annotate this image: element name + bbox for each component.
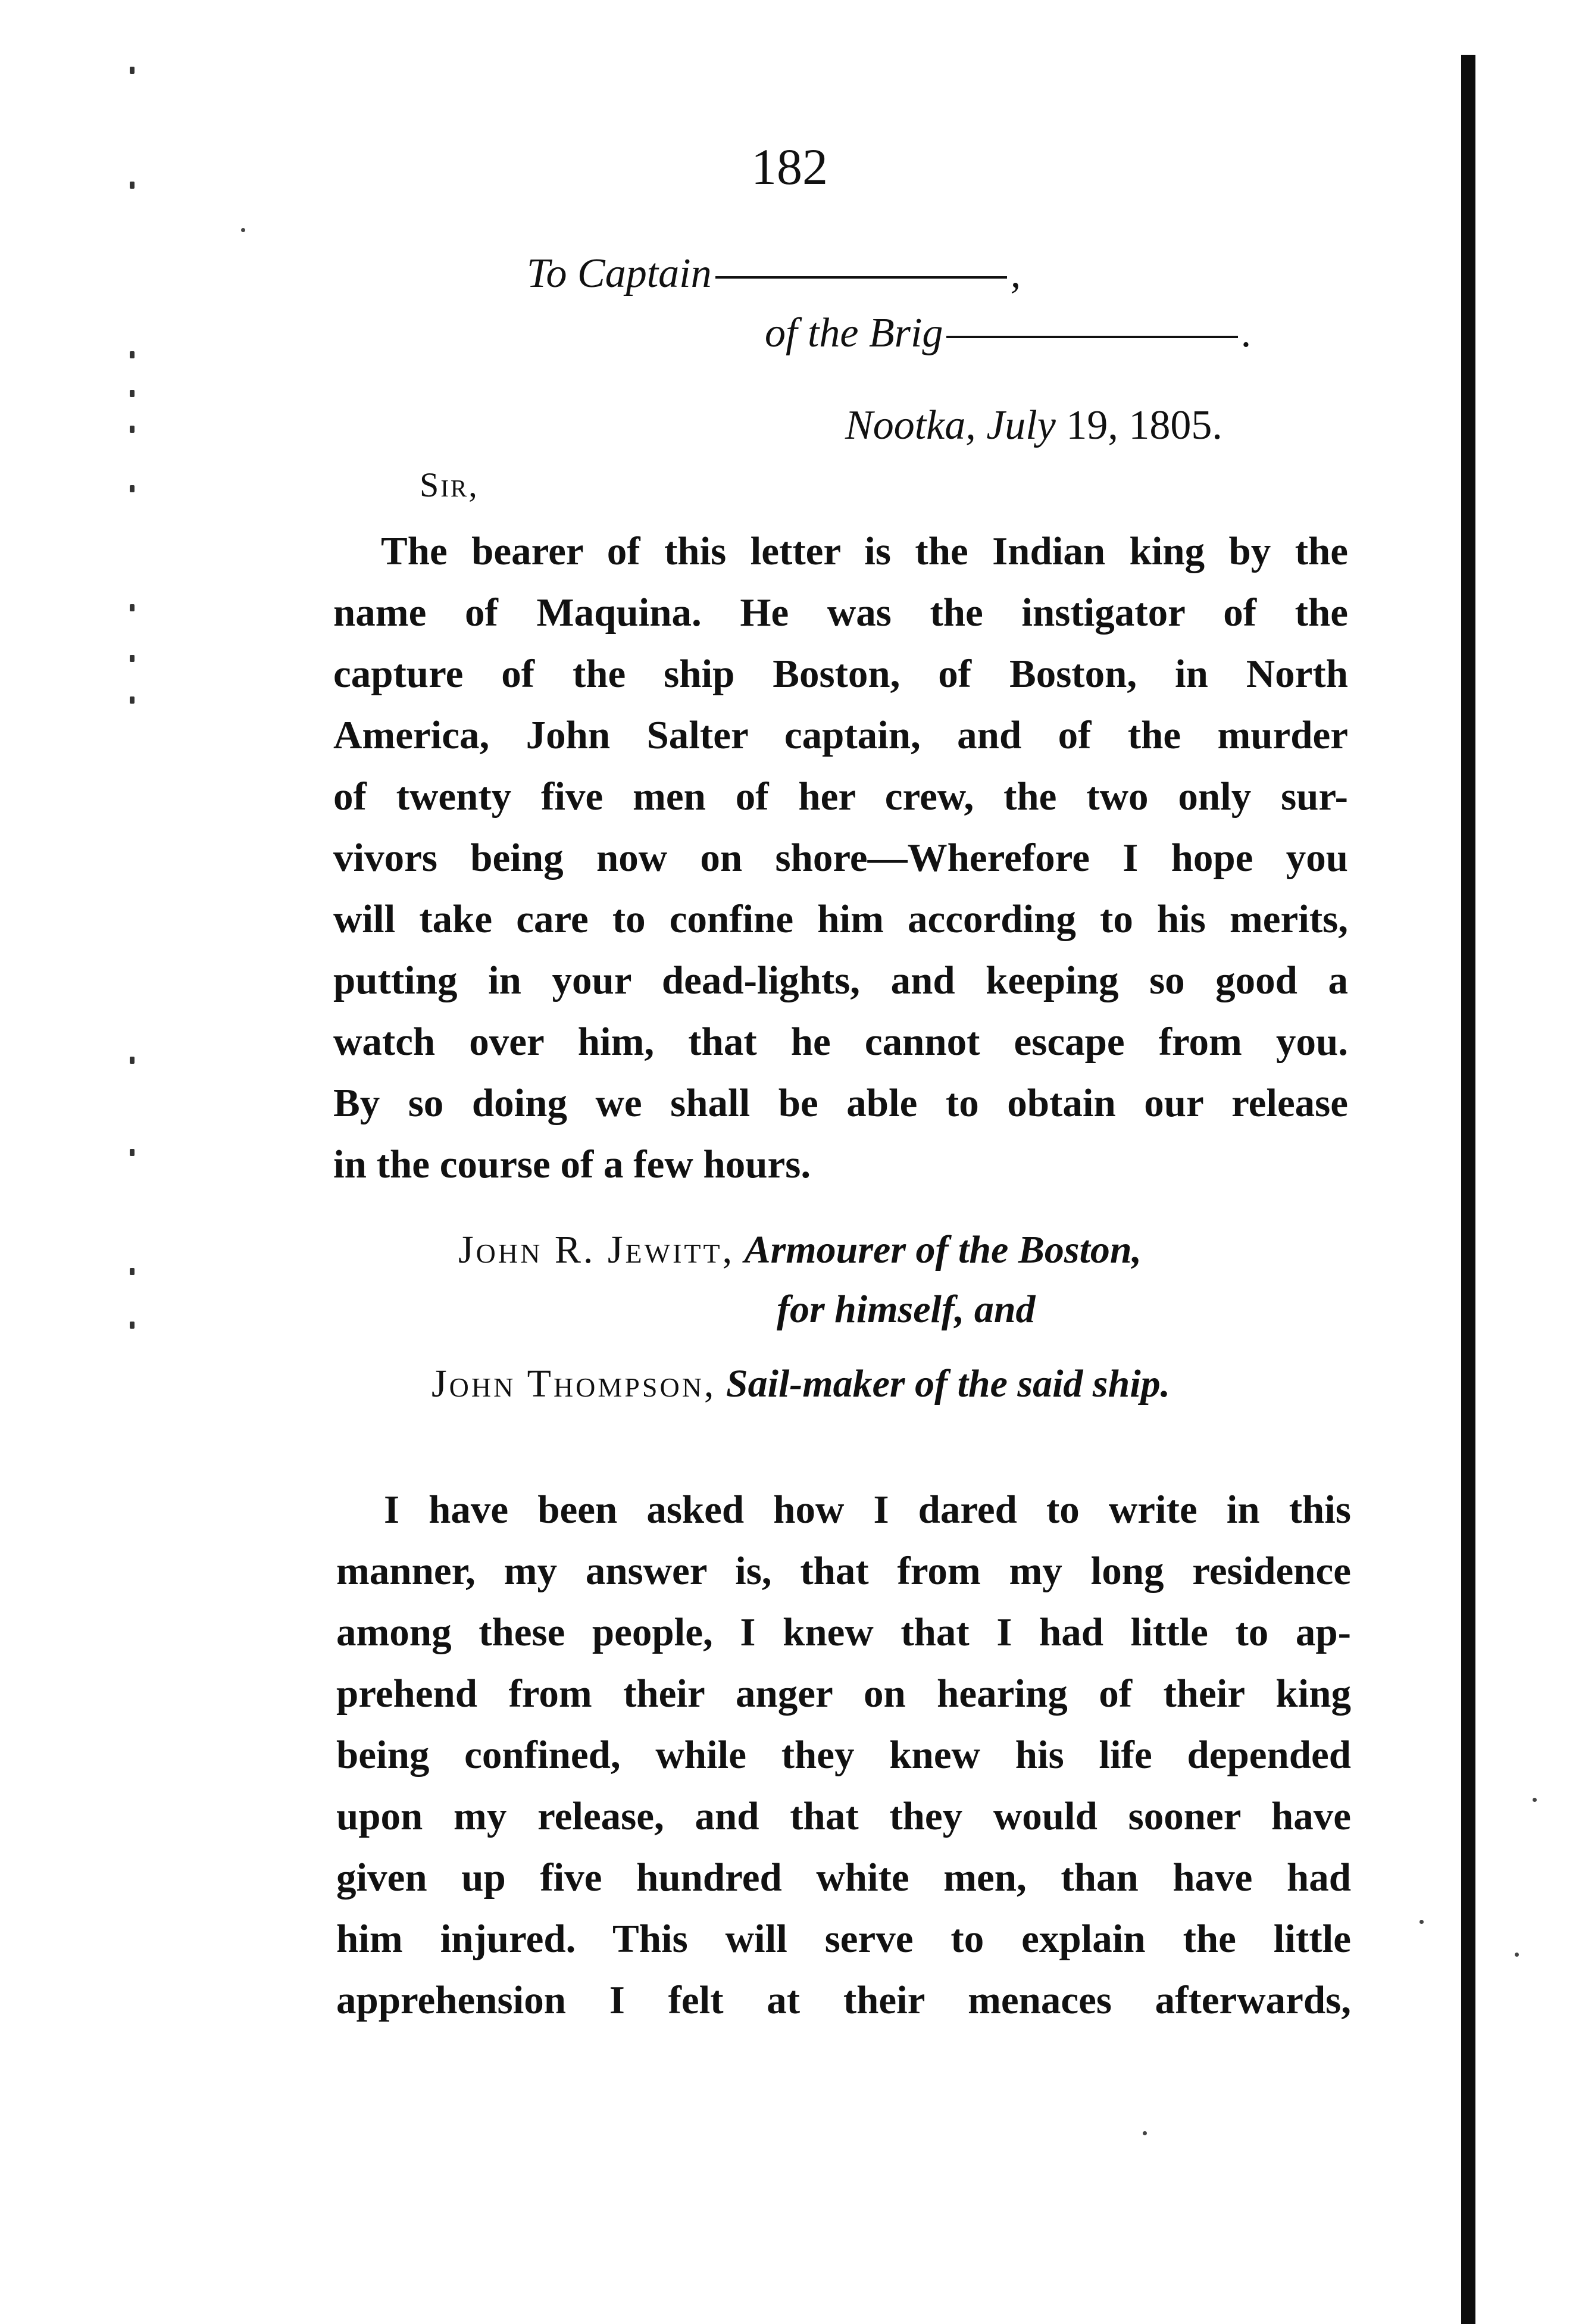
narrative-line: manner, my answer is, that from my long residence [336,1549,1351,1593]
margin-speck [130,604,135,611]
margin-speck [130,485,135,492]
signature-and: and [974,1288,1036,1331]
margin-speck [130,1268,135,1275]
signature-thompson [432,1360,1170,1408]
margin-speck [130,426,135,433]
letter-line: will take care to confine him according to his merits, [333,897,1348,941]
letter-line: putting in your dead-lights, and keeping so good a [333,958,1348,1002]
margin-speck [130,696,135,704]
letter-line: in the course of a few hours. [333,1142,811,1186]
letter-body [333,521,1348,1195]
letter-line: By so doing we shall be able to obtain our release [333,1081,1348,1125]
narrative-line: him injured. This will serve to explain the little [336,1917,1351,1961]
narrative-line: among these people, I knew that I had little to ap- [336,1610,1351,1654]
address-brig-label: of the Brig [765,310,943,356]
address-brig-punct: . [1242,310,1252,356]
address-line-brig [765,310,1252,357]
margin-speck [130,1149,135,1156]
ink-speck [241,228,245,232]
letter-line: The bearer of this letter is the Indian king by the [381,529,1348,573]
address-line-captain [527,250,1021,298]
narrative-line: upon my release, and that they would sooner have [336,1794,1351,1838]
ink-speck [1143,2131,1147,2135]
ink-speck [1533,1798,1537,1802]
blank-line [946,336,1238,338]
margin-speck [130,67,135,74]
ink-speck [1515,1953,1519,1957]
address-captain-punct: , [1010,251,1021,296]
dateline-place: Nootka, [845,402,976,448]
margin-speck [130,351,135,358]
signature-for-himself: for himself, [777,1288,965,1331]
signature-thompson-title: Sail-maker of the said ship. [726,1362,1171,1405]
page-number: 182 [751,138,828,195]
margin-speck [130,1057,135,1064]
narrative-line: given up five hundred white men, than have had [336,1856,1351,1900]
letter-line: vivors being now on shore—Wherefore I hope you [333,836,1348,880]
blank-line [715,276,1007,279]
dateline [845,402,1222,449]
narrative-line: being confined, while they knew his life depended [336,1733,1351,1777]
margin-speck [130,390,135,397]
narrative-line: I have been asked how I dared to write in this [384,1488,1351,1532]
ink-speck [1419,1920,1424,1924]
letter-line: capture of the ship Boston, of Boston, in North [333,652,1348,696]
margin-speck [130,1322,135,1329]
margin-speck [130,655,135,662]
salutation: Sir, [420,466,479,504]
dateline-day-year: 19, 1805. [1066,402,1222,448]
narrative-line: apprehension I felt at their menaces afterwards, [336,1978,1351,2022]
dateline-month: July [986,402,1056,448]
letter-line: watch over him, that he cannot escape from you. [333,1020,1348,1064]
narrative-line: prehend from their anger on hearing of their king [336,1672,1351,1716]
narrative-paragraph [336,1479,1351,2031]
signature-jewitt [458,1226,1142,1274]
signature-thompson-name: John Thompson, [432,1362,717,1405]
page-edge-shadow [1461,55,1475,2324]
signature-jewitt-name: John R. Jewitt, [458,1228,735,1272]
letter-line: of twenty five men of her crew, the two only sur- [333,774,1348,819]
letter-line: America, John Salter captain, and of the murder [333,713,1348,757]
address-captain-label: To Captain [527,251,712,296]
signature-jewitt-line2 [777,1286,1036,1333]
signature-jewitt-title: Armourer of the Boston, [744,1228,1142,1272]
letter-line: name of Maquina. He was the instigator of the [333,591,1348,635]
